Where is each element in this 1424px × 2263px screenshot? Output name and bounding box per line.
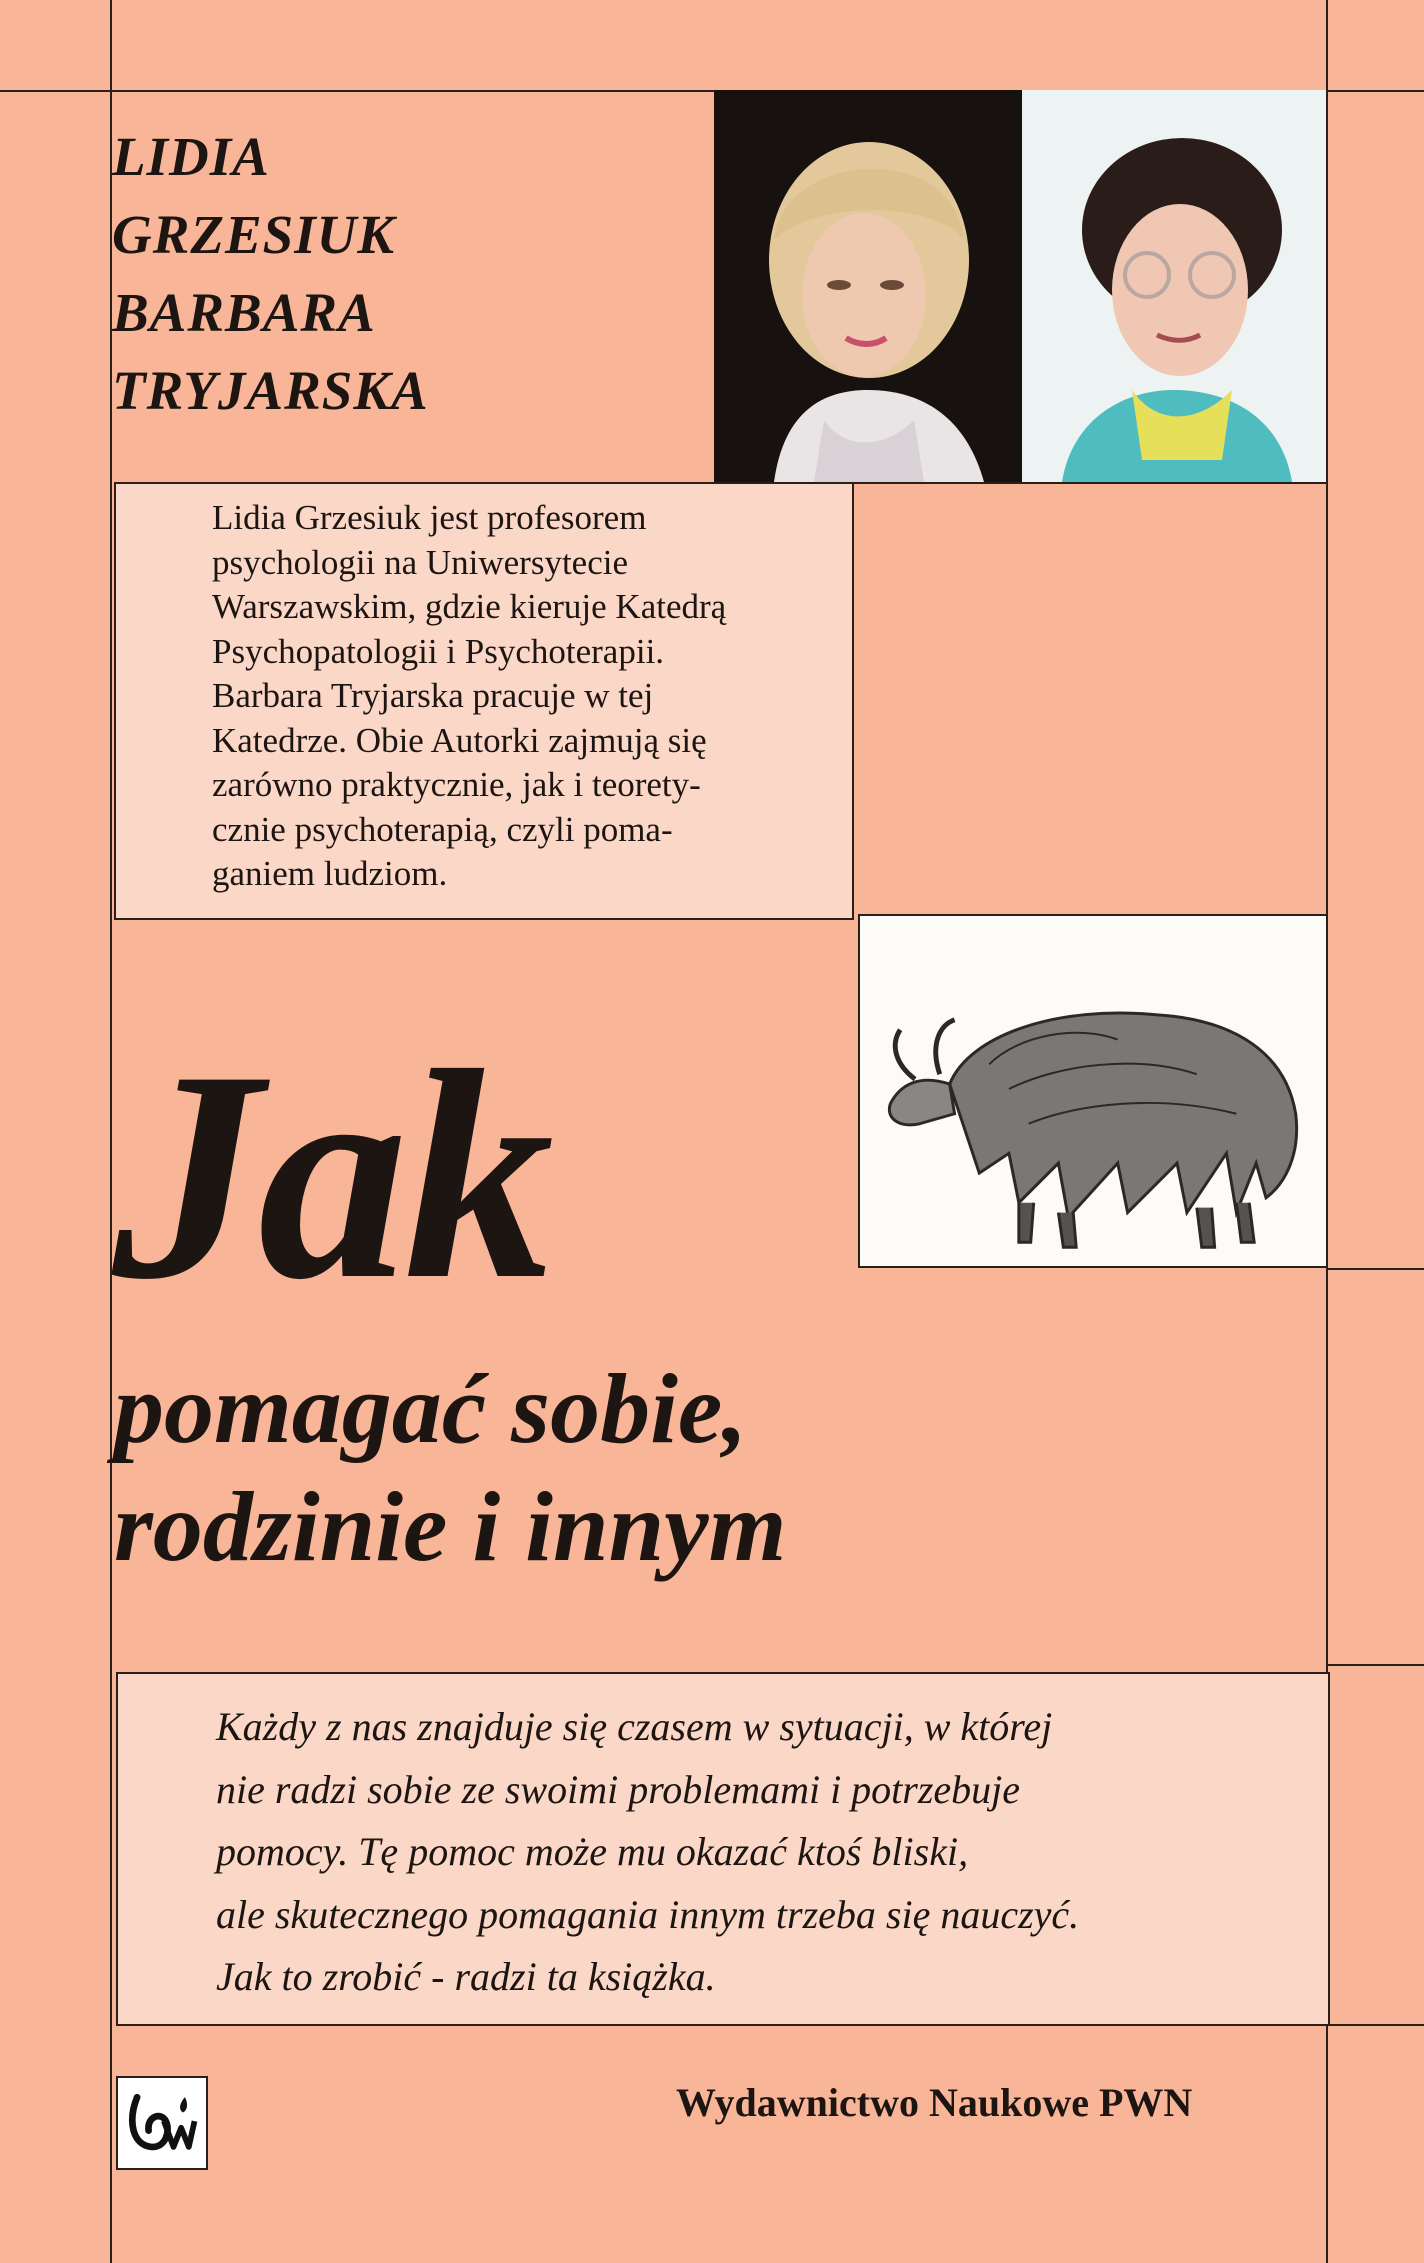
- bio-line: cznie psychoterapią, czyli poma-: [212, 809, 673, 849]
- yak-illustration: [858, 914, 1328, 1268]
- author-line: LIDIA: [112, 126, 270, 187]
- author-names: [112, 118, 429, 430]
- bio-line: Warszawskim, gdzie kieruje Katedrą: [212, 587, 727, 626]
- subtitle-line: pomagać sobie,: [114, 1353, 748, 1464]
- bio-line: Psychopatologii i Psychoterapii.: [212, 631, 665, 671]
- blurb-line: pomocy. Tę pomoc może mu okazać ktoś bliski,: [216, 1829, 969, 1874]
- blurb-panel: [116, 1672, 1330, 2026]
- author-line: BARBARA: [112, 282, 376, 343]
- author-photo-2: [1022, 90, 1326, 482]
- subtitle-line: rodzinie i innym: [114, 1471, 787, 1582]
- author-line: TRYJARSKA: [112, 360, 429, 421]
- bio-line: zarówno praktycznie, jak i teorety-: [212, 765, 701, 804]
- author-line: GRZESIUK: [112, 204, 396, 265]
- grid-line-right-3: [1326, 2024, 1424, 2026]
- bio-panel: [114, 482, 854, 920]
- blurb-line: Jak to zrobić - radzi ta książka.: [216, 1954, 716, 1999]
- bio-line: Katedrze. Obie Autorki zajmują się: [212, 720, 707, 760]
- book-title: Jak: [112, 1009, 550, 1341]
- book-subtitle: [114, 1350, 786, 1586]
- bio-line: ganiem ludziom.: [212, 854, 448, 893]
- bio-line: Lidia Grzesiuk jest profesorem: [212, 498, 647, 537]
- grid-line-right-1: [1326, 1268, 1424, 1270]
- bio-line: Barbara Tryjarska pracuje w tej: [212, 676, 654, 715]
- publisher-name: Wydawnictwo Naukowe PWN: [676, 2080, 1193, 2125]
- bio-line: psychologii na Uniwersytecie: [212, 542, 629, 582]
- blurb-line: ale skutecznego pomagania innym trzeba się nauczyć.: [216, 1891, 1080, 1937]
- grid-line-right-2: [1326, 1664, 1424, 1666]
- blurb-line: Każdy z nas znajduje się czasem w sytuacji, w której: [216, 1704, 1053, 1749]
- blurb-line: nie radzi sobie ze swoimi problemami i potrzebuje: [216, 1766, 1021, 1812]
- author-photo-1: [714, 90, 1022, 482]
- publisher-logo: [116, 2076, 208, 2170]
